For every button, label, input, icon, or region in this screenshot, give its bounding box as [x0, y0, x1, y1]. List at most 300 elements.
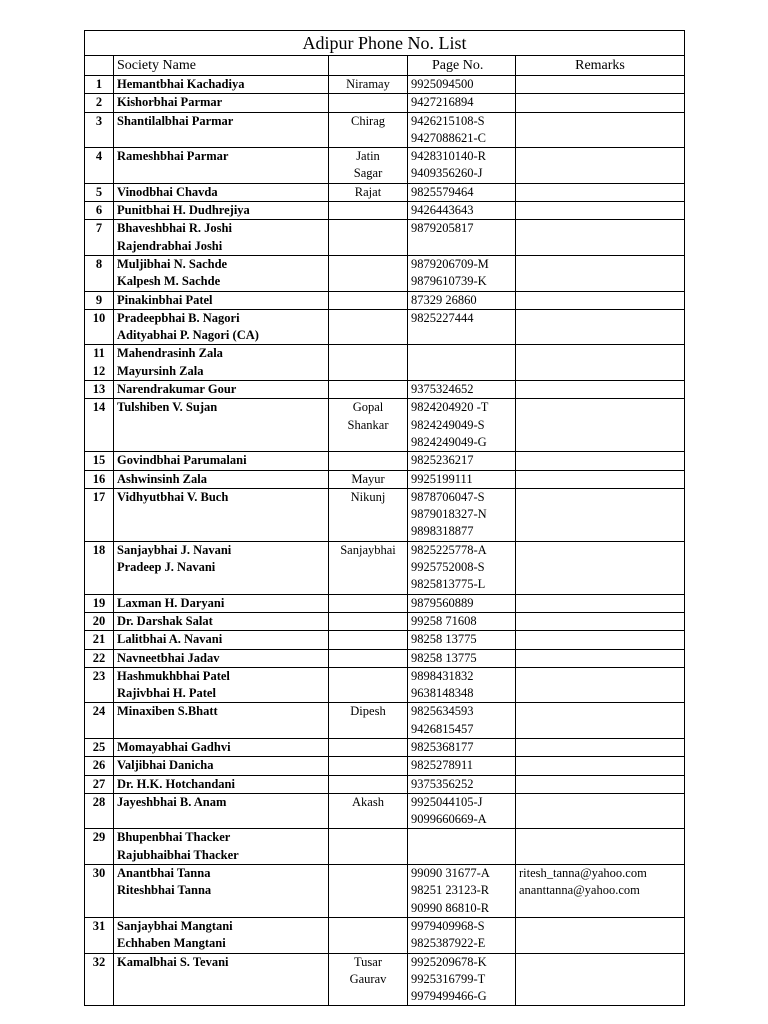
phone-number: 9825236217 [411, 453, 474, 468]
phone-number: 87329 26860 [411, 292, 477, 307]
phone-number: 9409356260-J [411, 166, 483, 181]
society-name-cell [114, 76, 329, 94]
society-name: Kalpesh M. Sachde [117, 274, 221, 289]
row-number-cell [85, 667, 114, 703]
society-name: Hashmukhbhai Patel [117, 668, 230, 683]
row-number-cell [85, 738, 114, 756]
table-row [85, 470, 685, 488]
society-name: Pradeepbhai B. Nagori [117, 310, 240, 325]
table-row [85, 488, 685, 541]
nickname-cell [329, 112, 408, 148]
row-number-cell [85, 793, 114, 829]
society-name: Rameshbhai Parmar [117, 149, 229, 164]
society-name-cell [114, 183, 329, 201]
phone-number-cell [408, 775, 516, 793]
table-row [85, 703, 685, 739]
nickname: Dipesh [350, 704, 386, 719]
phone-number-cell [408, 183, 516, 201]
society-name: Punitbhai H. Dudhrejiya [117, 203, 250, 218]
remark-cell [516, 612, 685, 630]
table-row [85, 309, 685, 345]
row-number-cell [85, 94, 114, 112]
remark-cell [516, 76, 685, 94]
nickname-cell [329, 202, 408, 220]
row-number: 17 [92, 489, 106, 504]
society-name: Kishorbhai Parmar [117, 95, 223, 110]
society-name: Navneetbhai Jadav [117, 650, 220, 665]
table-row [85, 291, 685, 309]
remark-cell [516, 953, 685, 1006]
row-number: 31 [92, 918, 106, 933]
nickname-cell [329, 309, 408, 345]
phone-number: 9375324652 [411, 382, 474, 397]
remark-cell [516, 649, 685, 667]
remark-cell [516, 793, 685, 829]
table-row [85, 202, 685, 220]
row-number: 24 [92, 704, 106, 719]
phone-number-cell [408, 94, 516, 112]
society-name-cell [114, 309, 329, 345]
nickname: Gopal [352, 400, 384, 415]
phone-number: 9824204920 -T [411, 400, 489, 415]
society-name: Momayabhai Gadhvi [117, 739, 231, 754]
society-name-cell [114, 775, 329, 793]
row-number: 27 [92, 776, 106, 791]
row-number: 1 [95, 77, 103, 91]
society-name: Pinakinbhai Patel [117, 292, 213, 307]
remark-cell [516, 148, 685, 184]
row-number-cell [85, 112, 114, 148]
society-name-cell [114, 94, 329, 112]
society-name: Bhupenbhai Thacker [117, 830, 231, 845]
phone-number: 9825387922-E [411, 936, 486, 951]
remark-cell [516, 865, 685, 918]
table-row [85, 649, 685, 667]
row-number-cell [85, 452, 114, 470]
nickname: Tusar [353, 954, 383, 969]
phone-number-cell [408, 738, 516, 756]
phone-number: 99090 31677-A [411, 866, 490, 881]
remark-cell [516, 183, 685, 201]
phone-number-cell [408, 757, 516, 775]
table-row [85, 112, 685, 148]
phone-number: 9426215108-S [411, 113, 485, 128]
table-row [85, 594, 685, 612]
phone-number: 9824249049-G [411, 434, 487, 449]
remark-cell [516, 309, 685, 345]
table-row [85, 452, 685, 470]
nickname-cell [329, 381, 408, 399]
remark-cell [516, 829, 685, 865]
table-row [85, 775, 685, 793]
phone-number: 9879206709-M [411, 256, 489, 271]
phone-number: 9825813775-L [411, 577, 486, 592]
table-row [85, 631, 685, 649]
remark-cell [516, 220, 685, 256]
remark-cell [516, 112, 685, 148]
table-row [85, 399, 685, 452]
society-name-cell [114, 541, 329, 594]
phone-number-cell [408, 112, 516, 148]
nickname-cell [329, 757, 408, 775]
row-number: 22 [92, 650, 106, 665]
remark-cell [516, 381, 685, 399]
row-number: 2 [95, 95, 103, 110]
row-number-cell [85, 649, 114, 667]
society-name: Mahendrasinh Zala [117, 346, 223, 361]
phone-number: 9879018327-N [411, 507, 487, 522]
remark-cell [516, 541, 685, 594]
table-row [85, 738, 685, 756]
society-name-cell [114, 865, 329, 918]
row-number: 7 [95, 221, 103, 236]
society-name-cell [114, 649, 329, 667]
remark-cell [516, 399, 685, 452]
remark-cell [516, 594, 685, 612]
row-number: 21 [92, 632, 106, 647]
nickname-cell [329, 94, 408, 112]
phone-number: 9825225778-A [411, 542, 487, 557]
row-number: 32 [92, 954, 106, 969]
society-name: Rajendrabhai Joshi [117, 238, 223, 253]
phone-number-cell [408, 667, 516, 703]
nickname-cell [329, 703, 408, 739]
phone-number-cell [408, 953, 516, 1006]
society-name-cell [114, 399, 329, 452]
society-name: Kamalbhai S. Tevani [117, 954, 229, 969]
society-name: Dr. Darshak Salat [117, 613, 213, 628]
remark-cell [516, 738, 685, 756]
table-row [85, 148, 685, 184]
phone-number-cell [408, 612, 516, 630]
nickname-cell [329, 953, 408, 1006]
remark-cell [516, 757, 685, 775]
phone-number: 98258 13775 [411, 650, 477, 665]
nickname-cell [329, 183, 408, 201]
phone-number: 9898431832 [411, 668, 474, 683]
society-name-cell [114, 793, 329, 829]
row-number-cell [85, 757, 114, 775]
phone-number-cell [408, 917, 516, 953]
row-number-cell [85, 202, 114, 220]
society-name: Jayeshbhai B. Anam [117, 794, 227, 809]
phone-number: 9099660669-A [411, 812, 487, 827]
remark-cell [516, 345, 685, 381]
society-name-cell [114, 470, 329, 488]
phone-number-cell [408, 76, 516, 94]
society-name-cell [114, 220, 329, 256]
phone-number: 9925752008-S [411, 560, 485, 575]
row-number: 28 [92, 794, 106, 809]
society-name-cell [114, 917, 329, 953]
phone-number: 9638148348 [411, 686, 474, 701]
table-row [85, 793, 685, 829]
phone-number: 9925199111 [411, 471, 473, 486]
row-number-cell [85, 309, 114, 345]
row-number: 23 [92, 668, 106, 683]
table-row [85, 345, 685, 381]
header-page-no: Page No. [408, 56, 516, 76]
phone-number-cell [408, 793, 516, 829]
phone-number: 9925209678-K [411, 954, 487, 969]
nickname-cell [329, 594, 408, 612]
phone-number: 9879205817 [411, 221, 474, 236]
phone-number: 9428310140-R [411, 149, 486, 164]
nickname-cell [329, 829, 408, 865]
nickname-cell [329, 917, 408, 953]
society-name-cell [114, 345, 329, 381]
nickname-cell [329, 452, 408, 470]
row-number: 26 [92, 758, 106, 773]
society-name: Sanjaybhai J. Navani [117, 542, 232, 557]
phone-number-cell [408, 488, 516, 541]
society-name: Dr. H.K. Hotchandani [117, 776, 235, 791]
remark-cell [516, 917, 685, 953]
row-number: 5 [95, 184, 103, 199]
society-name: Govindbhai Parumalani [117, 453, 247, 468]
row-number-cell [85, 470, 114, 488]
row-number-cell [85, 399, 114, 452]
society-name: Adityabhai P. Nagori (CA) [117, 328, 259, 343]
row-number: 8 [95, 256, 103, 271]
remark-cell [516, 667, 685, 703]
society-name-cell [114, 148, 329, 184]
society-name-cell [114, 667, 329, 703]
society-name-cell [114, 255, 329, 291]
nickname: Niramay [346, 77, 390, 91]
society-name: Ashwinsinh Zala [117, 471, 207, 486]
remark: ritesh_tanna@yahoo.com [519, 866, 647, 881]
phone-number: 9825227444 [411, 310, 474, 325]
nickname-cell [329, 291, 408, 309]
phone-number: 9375356252 [411, 776, 474, 791]
phone-number-cell [408, 381, 516, 399]
remark-cell [516, 488, 685, 541]
phone-list-document [84, 30, 684, 1006]
phone-number-cell [408, 470, 516, 488]
table-row [85, 76, 685, 94]
society-name-cell [114, 488, 329, 541]
society-name: Narendrakumar Gour [117, 382, 237, 397]
nickname-cell [329, 399, 408, 452]
row-number: 30 [92, 866, 106, 881]
society-name-cell [114, 291, 329, 309]
remark-cell [516, 775, 685, 793]
remark-cell [516, 94, 685, 112]
phone-number-cell [408, 541, 516, 594]
phone-number-cell [408, 649, 516, 667]
phone-number-cell [408, 220, 516, 256]
row-number-cell [85, 829, 114, 865]
nickname-cell [329, 775, 408, 793]
row-number: 14 [92, 400, 106, 415]
society-name: Tulshiben V. Sujan [117, 400, 218, 415]
nickname-cell [329, 255, 408, 291]
phone-number-cell [408, 291, 516, 309]
society-name: Rajubhaibhai Thacker [117, 847, 239, 862]
society-name: Anantbhai Tanna [117, 866, 211, 881]
remark-cell [516, 255, 685, 291]
society-name: Vinodbhai Chavda [117, 184, 218, 199]
phone-number: 90990 86810-R [411, 900, 490, 915]
nickname-cell [329, 76, 408, 94]
header-row [85, 56, 685, 76]
phone-number-cell [408, 594, 516, 612]
nickname-cell [329, 488, 408, 541]
society-name-cell [114, 612, 329, 630]
row-number-cell [85, 381, 114, 399]
society-name: Vidhyutbhai V. Buch [117, 489, 229, 504]
society-name-cell [114, 738, 329, 756]
remark-cell [516, 631, 685, 649]
nickname-cell [329, 738, 408, 756]
row-number: 13 [92, 382, 106, 397]
society-name: Mayursinh Zala [117, 363, 204, 378]
row-number-cell [85, 541, 114, 594]
society-name: Sanjaybhai Mangtani [117, 918, 233, 933]
row-number-cell [85, 220, 114, 256]
row-number: 11 [93, 346, 105, 361]
phone-number: 9979409968-S [411, 918, 485, 933]
phone-number: 99258 71608 [411, 613, 477, 628]
row-number: 10 [92, 310, 106, 325]
phone-number: 9898318877 [411, 524, 474, 539]
society-name-cell [114, 381, 329, 399]
remark-cell [516, 291, 685, 309]
nickname: Mayur [351, 471, 385, 486]
remark-cell [516, 202, 685, 220]
row-number-cell [85, 703, 114, 739]
nickname: Shankar [347, 417, 389, 432]
table-row [85, 953, 685, 1006]
nickname-cell [329, 470, 408, 488]
nickname-cell [329, 541, 408, 594]
row-number: 9 [95, 292, 103, 307]
society-name: Valjibhai Danicha [117, 758, 214, 773]
row-number-cell [85, 76, 114, 94]
nickname: Nikunj [350, 489, 386, 504]
phone-number: 9879610739-K [411, 274, 487, 289]
society-name-cell [114, 452, 329, 470]
nickname-cell [329, 148, 408, 184]
nickname-cell [329, 649, 408, 667]
phone-number-cell [408, 345, 516, 381]
table-row [85, 612, 685, 630]
phone-number: 9979499466-G [411, 989, 487, 1004]
society-name: Shantilalbhai Parmar [117, 113, 234, 128]
society-name-cell [114, 112, 329, 148]
society-name: Laxman H. Daryani [117, 595, 225, 610]
nickname: Sanjaybhai [340, 542, 396, 557]
phone-number-cell [408, 452, 516, 470]
phone-number-cell [408, 202, 516, 220]
phone-number-cell [408, 703, 516, 739]
row-number: 19 [92, 595, 106, 610]
phone-number: 9427216894 [411, 95, 474, 110]
row-number: 25 [92, 739, 106, 754]
table-row [85, 255, 685, 291]
row-number: 20 [92, 613, 106, 628]
society-name: Bhaveshbhai R. Joshi [117, 221, 232, 236]
title-row [85, 31, 685, 56]
row-number-cell [85, 631, 114, 649]
row-number: 16 [92, 471, 106, 486]
society-name-cell [114, 594, 329, 612]
phone-number: 9925316799-T [411, 971, 486, 986]
phone-number-cell [408, 631, 516, 649]
phone-number-cell [408, 399, 516, 452]
table-row [85, 865, 685, 918]
row-number-cell [85, 183, 114, 201]
nickname-cell [329, 793, 408, 829]
society-name-cell [114, 703, 329, 739]
table-row [85, 757, 685, 775]
nickname-cell [329, 865, 408, 918]
remark: ananttanna@yahoo.com [519, 883, 640, 898]
table-row [85, 183, 685, 201]
nickname-cell [329, 631, 408, 649]
header-society-name: Society Name [114, 56, 329, 76]
nickname: Gaurav [349, 971, 387, 986]
society-name: Riteshbhai Tanna [117, 883, 212, 898]
row-number-cell [85, 594, 114, 612]
row-number: 3 [95, 113, 103, 128]
phone-number: 9925044105-J [411, 794, 483, 809]
nickname-cell [329, 667, 408, 703]
table-row [85, 541, 685, 594]
nickname: Akash [352, 794, 384, 809]
row-number-cell [85, 612, 114, 630]
phone-number-cell [408, 148, 516, 184]
phone-number: 9427088621-C [411, 130, 486, 145]
phone-number: 9925094500 [411, 77, 474, 91]
row-number: 12 [92, 363, 106, 378]
row-number-cell [85, 775, 114, 793]
phone-number: 9879560889 [411, 595, 474, 610]
phone-number-cell [408, 255, 516, 291]
header-nickname [329, 56, 408, 76]
row-number-cell [85, 917, 114, 953]
nickname: Rajat [354, 184, 382, 199]
phone-number: 9825634593 [411, 704, 474, 719]
society-name: Rajivbhai H. Patel [117, 686, 216, 701]
society-name: Minaxiben S.Bhatt [117, 704, 218, 719]
table-row [85, 829, 685, 865]
nickname-cell [329, 345, 408, 381]
table-row [85, 381, 685, 399]
society-name: Lalitbhai A. Navani [117, 632, 223, 647]
phone-list-table [84, 30, 685, 1006]
page-title: Adipur Phone No. List [85, 31, 685, 56]
table-row [85, 220, 685, 256]
phone-number-cell [408, 829, 516, 865]
society-name: Echhaben Mangtani [117, 936, 226, 951]
row-number-cell [85, 488, 114, 541]
header-remarks: Remarks [516, 56, 685, 76]
nickname: Jatin [356, 149, 380, 164]
row-number-cell [85, 255, 114, 291]
header-number [85, 56, 114, 76]
society-name: Pradeep J. Navani [117, 560, 216, 575]
phone-number: 9426815457 [411, 721, 474, 736]
nickname: Sagar [353, 166, 383, 181]
row-number-cell [85, 345, 114, 381]
row-number: 4 [95, 149, 103, 164]
society-name: Muljibhai N. Sachde [117, 256, 228, 271]
phone-number: 9878706047-S [411, 489, 485, 504]
row-number: 29 [92, 830, 106, 845]
remark-cell [516, 470, 685, 488]
